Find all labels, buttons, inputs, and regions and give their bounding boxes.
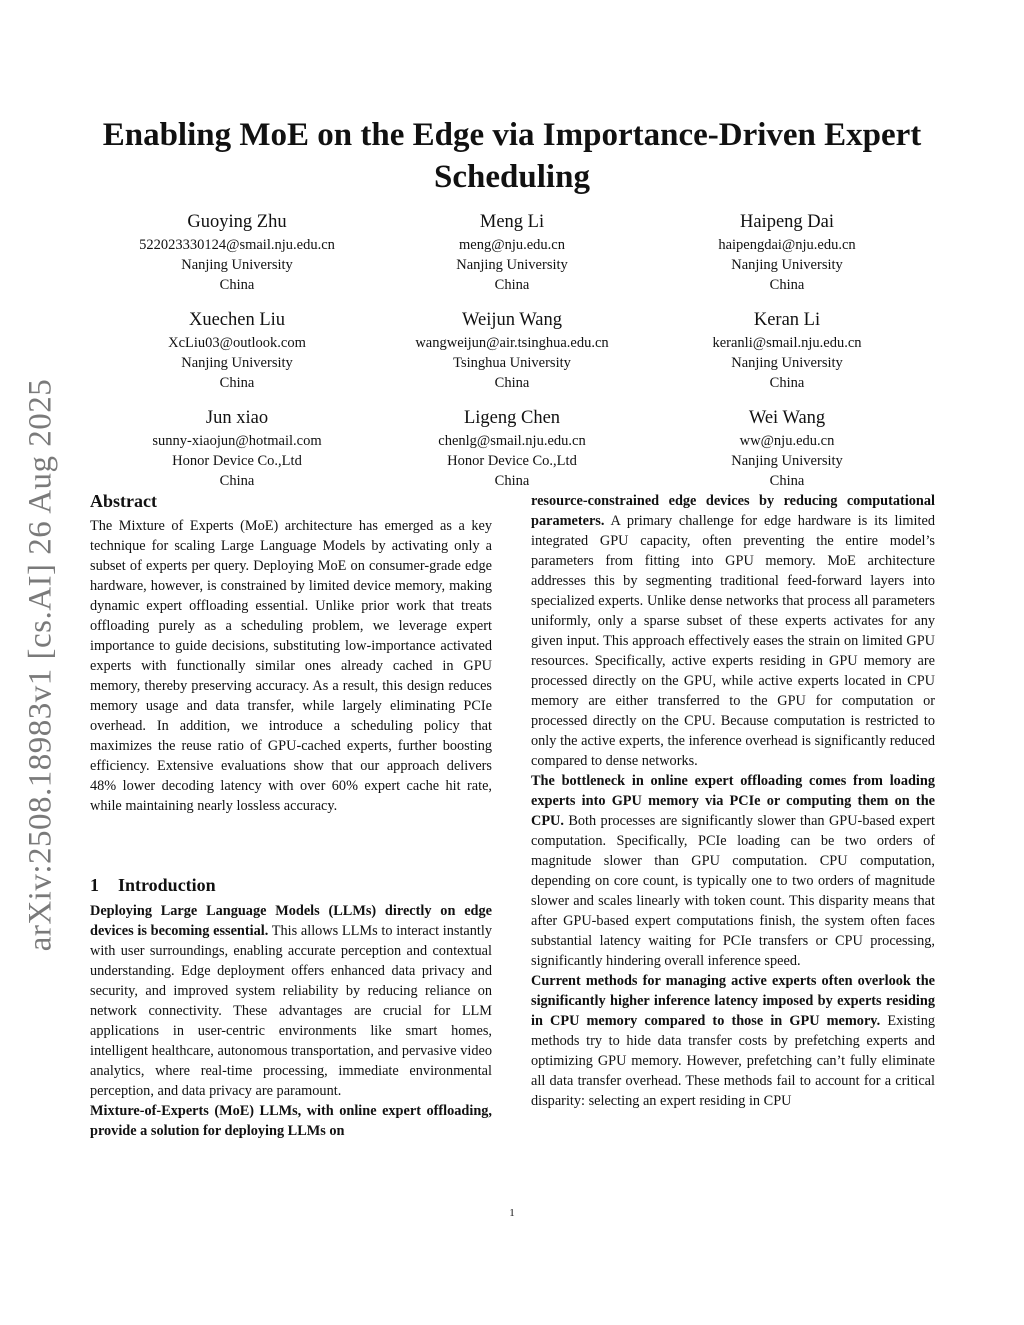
- paragraph: [90, 1101, 492, 1141]
- paragraph-body: Existing methods try to hide data transfer costs by prefetching experts and optimizing GPU memory. However, prefetching can’t fully eliminate all data transfer overhead. These methods fail to account for a critical disparity: selecting an expert residing in CPU: [531, 1013, 936, 1109]
- author-email: keranli@smail.nju.edu.cn: [712, 335, 862, 351]
- author-card: [375, 406, 649, 491]
- author-name: Weijun Wang: [462, 310, 562, 330]
- arxiv-stamp-text: arXiv:2508.18983v1 [cs.AI] 26 Aug 2025: [22, 378, 59, 952]
- author-row: [100, 406, 924, 491]
- author-name: Xuechen Liu: [188, 310, 286, 330]
- page-number: 1: [509, 1207, 515, 1219]
- paragraph-lead-bold: Current methods for managing active experts often overlook the significantly higher inference latency imposed by experts residing in CPU memory compared to those in GPU memory.: [531, 973, 935, 1029]
- author-country: China: [769, 277, 805, 293]
- author-email: chenlg@smail.nju.edu.cn: [438, 433, 586, 449]
- author-name: Guoying Zhu: [187, 212, 287, 232]
- section-title: Introduction: [118, 875, 216, 895]
- paragraph-lead-bold: The bottleneck in online expert offloading comes from loading experts into GPU memory via PCIe or computing them on the CPU.: [531, 773, 935, 829]
- author-name: Ligeng Chen: [463, 408, 561, 428]
- author-affiliation: Honor Device Co.,Ltd: [447, 453, 577, 469]
- paragraph: [90, 901, 492, 1101]
- author-card: [100, 406, 374, 491]
- paragraph-body: Both processes are significantly slower than GPU-based expert computation. Specifically, PCIe loading can be two orders of magnitude slower than GPU computation. CPU computation, depending on core count, is typically one to two orders of magnitude slower and scales linearly with token count. This disparity means that after GPU-based expert computations finish, the system often faces substantial latency waiting for PCIe transfers or CPU processing, significantly hindering overall inference speed.: [531, 813, 935, 969]
- author-affiliation: Nanjing University: [731, 257, 843, 273]
- right-column: [531, 491, 935, 1111]
- author-email: 522023330124@smail.nju.edu.cn: [139, 237, 335, 253]
- author-affiliation: Nanjing University: [456, 257, 568, 273]
- author-name: Meng Li: [479, 212, 545, 232]
- abstract-heading: Abstract: [90, 491, 157, 511]
- author-country: China: [219, 375, 255, 391]
- author-row: [100, 308, 924, 393]
- author-country: China: [769, 473, 805, 489]
- author-country: China: [494, 277, 530, 293]
- author-card: [375, 210, 649, 295]
- paragraph-lead-bold: Mixture-of-Experts (MoE) LLMs, with online expert offloading, provide a solution for deploying LLMs on: [90, 1103, 492, 1139]
- paragraph: [531, 491, 935, 771]
- paragraph: [531, 771, 935, 971]
- author-country: China: [769, 375, 805, 391]
- author-name: Haipeng Dai: [739, 212, 834, 232]
- paragraph: [531, 971, 935, 1111]
- author-name: Jun xiao: [205, 408, 269, 428]
- paper-title: Enabling MoE on the Edge via Importance-Driven Expert Scheduling: [102, 117, 922, 195]
- abstract-text: The Mixture of Experts (MoE) architecture has emerged as a key technique for scaling Large Language Models by activating only a subset of experts per query. Deploying MoE on consumer-grade edge hardware, however, is constrained by limited device memory, making dynamic expert offloading essential. Unlike prior work that treats offloading purely as a scheduling problem, we leverage expert importance to guide decisions, substituting low-importance activated experts with functionally similar ones already cached in GPU memory, thereby preserving accuracy. As a result, this design reduces memory usage and data transfer, while largely eliminating PCIe overhead. In addition, we introduce a scheduling policy that maximizes the reuse ratio of GPU-cached experts, further boosting efficiency. Extensive evaluations show that our approach delivers 48% lower decoding latency with over 60% expert cache hit rate, while maintaining nearly lossless accuracy.: [90, 518, 492, 814]
- section-number: 1: [90, 875, 99, 895]
- author-email: XcLiu03@outlook.com: [168, 335, 306, 351]
- author-block: [100, 210, 924, 504]
- author-email: haipengdai@nju.edu.cn: [718, 237, 856, 253]
- author-country: China: [219, 473, 255, 489]
- author-affiliation: Nanjing University: [181, 355, 293, 371]
- section-heading-introduction: [90, 874, 492, 896]
- author-email: sunny-xiaojun@hotmail.com: [152, 433, 322, 449]
- author-name: Keran Li: [753, 310, 821, 330]
- paragraph-body: This allows LLMs to interact instantly with user surroundings, enabling accurate perception and contextual understanding. Edge deployment offers enhanced data privacy and security, and improved system reliability by reducing reliance on network connectivity. These advantages are crucial for LLM applications in user-centric environments like smart homes, intelligent healthcare, autonomous transportation, and pervasive video analytics, where real-time processing, immediate environmental perception, and data privacy are paramount.: [90, 923, 493, 1099]
- author-card: [100, 210, 374, 295]
- author-card: [375, 308, 649, 393]
- author-country: China: [494, 375, 530, 391]
- left-column: [90, 490, 492, 1141]
- author-card: [650, 308, 924, 393]
- author-card: [650, 406, 924, 491]
- author-affiliation: Tsinghua University: [453, 355, 571, 371]
- author-email: ww@nju.edu.cn: [739, 433, 835, 449]
- author-country: China: [494, 473, 530, 489]
- author-affiliation: Nanjing University: [731, 355, 843, 371]
- author-email: meng@nju.edu.cn: [459, 237, 565, 253]
- author-card: [650, 210, 924, 295]
- author-name: Wei Wang: [748, 408, 826, 428]
- paragraph-lead-bold: resource-constrained edge devices by reducing computational parameters.: [531, 493, 935, 529]
- author-card: [100, 308, 374, 393]
- author-country: China: [219, 277, 255, 293]
- arxiv-identifier-stamp: [16, 375, 66, 955]
- author-affiliation: Honor Device Co.,Ltd: [172, 453, 302, 469]
- paragraph-lead-bold: Deploying Large Language Models (LLMs) directly on edge devices is becoming essential.: [90, 903, 492, 939]
- author-affiliation: Nanjing University: [181, 257, 293, 273]
- author-email: wangweijun@air.tsinghua.edu.cn: [415, 335, 609, 351]
- paragraph-body: A primary challenge for edge hardware is its limited integrated GPU capacity, often preventing the entire model’s parameters from fitting into GPU memory. MoE architecture addresses this by segmenting traditional feed-forward layers into specialized experts. Unlike dense networks that process all parameters uniformly, only a sparse subset of these experts activates for any given input. This approach effectively eases the strain on limited GPU resources. Specifically, active experts residing in GPU memory are processed directly on the GPU, while active experts located in CPU memory are either transferred to the GPU for computation or processed directly on the CPU. Because computation is restricted to only the active experts, the inference overhead is significantly reduced compared to dense networks.: [531, 513, 935, 769]
- author-affiliation: Nanjing University: [731, 453, 843, 469]
- author-row: [100, 210, 924, 295]
